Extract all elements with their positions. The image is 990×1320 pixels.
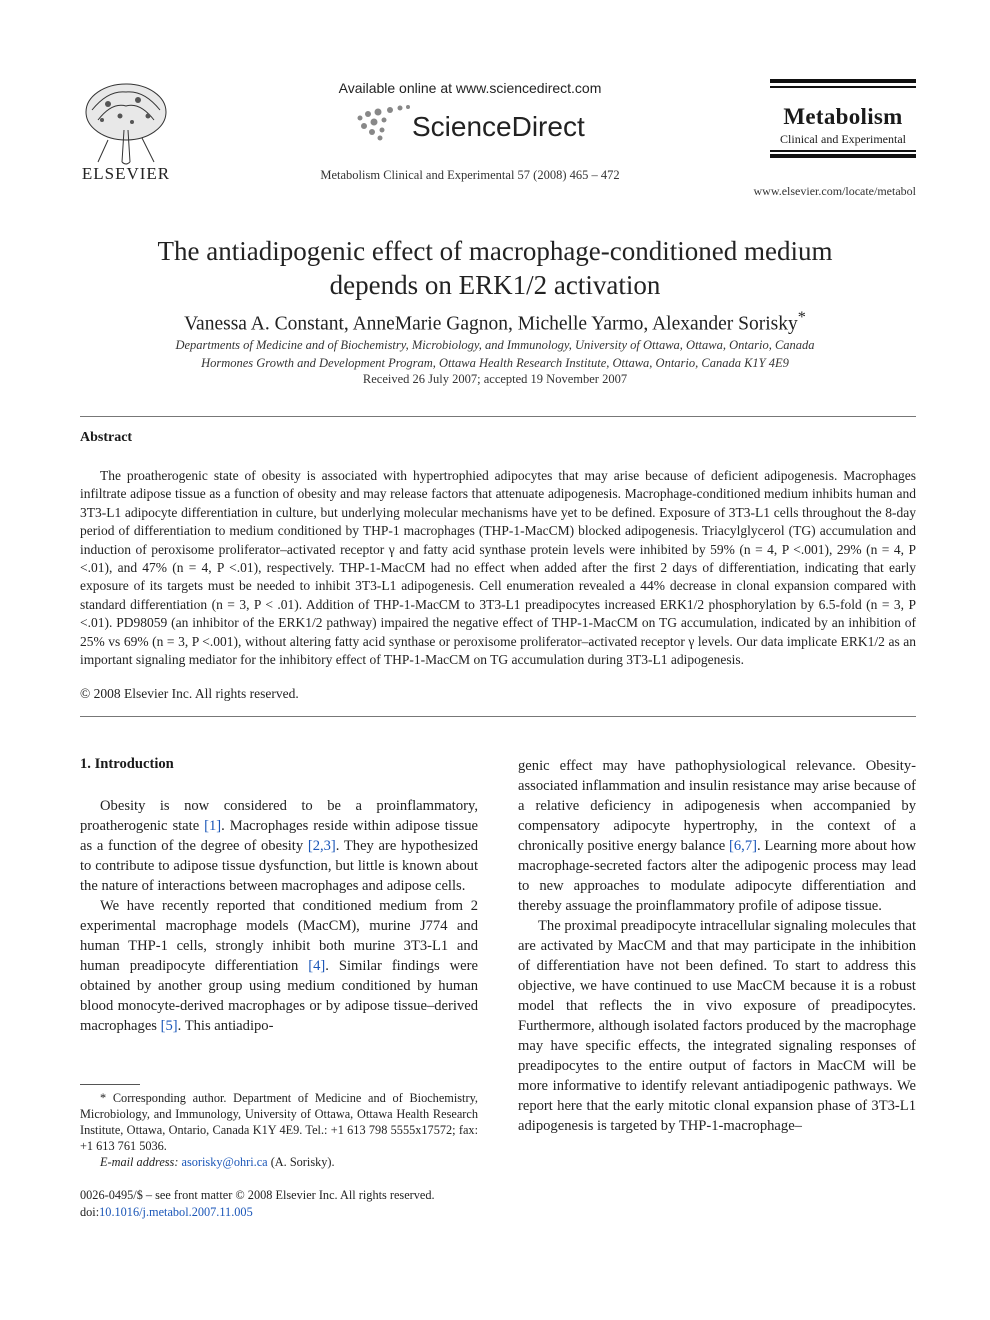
available-online-text: Available online at www.sciencedirect.com bbox=[338, 80, 602, 96]
right-column bbox=[518, 756, 916, 1136]
journal-subtitle: Clinical and Experimental bbox=[780, 132, 906, 146]
journal-badge-rule bbox=[770, 79, 916, 83]
footnote-rule bbox=[80, 1084, 140, 1085]
divider bbox=[80, 416, 916, 417]
text-run: We have recently reported that conditioned medium from 2 experimental macrophage models (MacCM), murine J774 and human THP-1 cells, strongly inhibit both murine 3T3-L1 and human preadipocyte differentiation bbox=[80, 898, 478, 974]
platform-name: ScienceDirect bbox=[412, 111, 585, 142]
sciencedirect-logo bbox=[352, 104, 592, 144]
author-list bbox=[100, 308, 890, 336]
title-line: The antiadipogenic effect of macrophage-conditioned medium bbox=[157, 236, 833, 266]
doi-line bbox=[80, 1204, 500, 1221]
email-suffix: (A. Sorisky). bbox=[267, 1155, 335, 1169]
journal-citation: Metabolism Clinical and Experimental 57 (2008) 465 – 472 bbox=[320, 168, 620, 182]
email-label: E-mail address: bbox=[100, 1155, 182, 1169]
text-run: . They are hypothesized to contribute to adipose tissue dysfunction, but little is known about the nature of interactions between macrophages and adipose cells. bbox=[80, 838, 478, 894]
body-paragraph bbox=[518, 756, 916, 916]
doi-label: doi: bbox=[80, 1205, 100, 1219]
text-run: . Learning more about how macrophage-secreted factors alter the adipogenic process may lead to new approaches to modulate adipocyte differentiation and thereby assuage the proinflammatory profile of adipose tissue. bbox=[518, 838, 916, 914]
text-run: . This antiadipo- bbox=[177, 1018, 274, 1034]
abstract-paragraph: The proatherogenic state of obesity is associated with hypertrophied adipocytes that may arise because of deficient adipogenesis. Macrophages infiltrate adipose tissue as a function of obesity and may release factors that attenuate adipogenesis. Macrophage-conditioned medium inhibits human and 3T3-L1 adipocyte differentiation in culture, but underlying molecular mechanisms have yet to be defined. Exposure of 3T3-L1 cells throughout the 8-day period of differentiation to medium conditioned by THP-1 macrophages (THP-1-MacCM) blocked adipogenesis. Triacylglycerol (TG) accumulation and induction of peroxisome proliferator–activated receptor γ and fatty acid synthase protein levels were inhibited by 59% (n = 4, P <.001), 29% (n = 4, P <.01), and 47% (n = 4, P <.01), respectively. THP-1-MacCM had no effect when added after the first 2 days of differentiation, indicating that early exposure of its targets must be needed to inhibit 3T3-L1 adipogenesis. Cell enumeration revealed a 44% decrease in clonal expansion compared with standard differentiation (n = 3, P < .01). Addition of THP-1-MacCM to 3T3-L1 preadipocytes increased ERK1/2 phosphorylation by 6.5-fold (n = 3, P <.01). PD98059 (an inhibitor of the ERK1/2 pathway) impaired the negative effect of THP-1-MacCM on TG accumulation, indicated by an inhibition of 25% vs 69% (n = 3, P <.001), without altering fatty acid synthase or peroxisome proliferator–activated receptor γ levels. Our data implicate ERK1/2 as an important signaling mediator for the inhibitory effect of THP-1-MacCM on TG accumulation during 3T3-L1 adipogenesis. bbox=[80, 468, 916, 668]
footnote bbox=[80, 1090, 478, 1170]
corresponding-author-mark[interactable]: * bbox=[797, 308, 806, 326]
journal-title: Metabolism bbox=[783, 104, 903, 129]
front-matter bbox=[80, 1187, 500, 1221]
citation-link[interactable]: [2,3] bbox=[307, 838, 336, 854]
abstract-copyright: © 2008 Elsevier Inc. All rights reserved. bbox=[80, 686, 299, 701]
divider bbox=[80, 716, 916, 717]
text-run: genic effect may have pathophysiological relevance. Obesity-associated inflammation and insulin resistance may arise because of a relative deficiency in adipogenesis when accompanied by compensatory adipocyte hypertrophy, in the context of a chronically positive energy balance bbox=[518, 758, 916, 854]
doi-link[interactable]: 10.1016/j.metabol.2007.11.005 bbox=[99, 1205, 253, 1219]
text-run: . Similar findings were obtained by another group using medium conditioned by human blood monocyte-derived macrophages or by adipose tissue–derived macrophages bbox=[80, 958, 478, 1034]
section-heading: 1. Introduction bbox=[80, 756, 174, 772]
received-dates: Received 26 July 2007; accepted 19 November 2007 bbox=[362, 372, 628, 386]
affiliation-line: Hormones Growth and Development Program, Ottawa Health Research Institute, Ottawa, Ontario, Canada K1Y 4E9 bbox=[201, 356, 789, 370]
citation-link[interactable]: [5] bbox=[160, 1018, 178, 1034]
text-run: Obesity is now considered to be a proinflammatory, proatherogenic state bbox=[80, 798, 478, 834]
body-paragraph bbox=[80, 896, 478, 1036]
journal-badge-rule bbox=[770, 150, 916, 152]
email-link[interactable]: asorisky@ohri.ca bbox=[181, 1155, 268, 1169]
body-paragraph bbox=[80, 796, 478, 896]
issn-line: 0026-0495/$ – see front matter © 2008 Elsevier Inc. All rights reserved. bbox=[80, 1188, 435, 1202]
citation-link[interactable]: [1] bbox=[204, 818, 222, 834]
body-paragraph: The proximal preadipocyte intracellular signaling molecules that are activated by MacCM and that may participate in the inhibition of differentiation have not been defined. To start to address this objective, we have continued to use MacCM because it is a robust model that reflects the in vivo exposure of preadipocytes. Furthermore, although isolated factors produced by the macrophage may have specific effects, the integrated signaling responses of preadipocytes to the entire output of factors in MacCM will be more informative to identify relevant antiadipogenic pathways. We report here that the early mitotic clonal expansion phase of 3T3-L1 adipogenesis is targeted by THP-1-macrophage– bbox=[518, 918, 916, 1134]
affiliation-line: Departments of Medicine and of Biochemistry, Microbiology, and Immunology, University of Ottawa, Ottawa, Ontario, Canada bbox=[175, 338, 815, 352]
title-line: depends on ERK1/2 activation bbox=[329, 270, 661, 300]
email-line bbox=[80, 1154, 478, 1170]
journal-url[interactable]: www.elsevier.com/locate/metabol bbox=[753, 184, 916, 198]
paper-title bbox=[100, 234, 890, 302]
affiliation bbox=[120, 336, 870, 372]
citation-link[interactable]: [4] bbox=[308, 958, 326, 974]
journal-badge-rule bbox=[770, 154, 916, 158]
abstract-heading: Abstract bbox=[80, 430, 133, 445]
citation-link[interactable]: [6,7] bbox=[729, 838, 757, 854]
journal-badge-rule bbox=[770, 86, 916, 88]
left-column bbox=[80, 796, 478, 1036]
text-run: . Macrophages reside within adipose tissue as a function of the degree of obesity bbox=[80, 818, 479, 854]
publisher-wordmark: ELSEVIER bbox=[81, 164, 171, 183]
authors-text: Vanessa A. Constant, AnneMarie Gagnon, Michelle Yarmo, Alexander Sorisky bbox=[184, 313, 798, 335]
abstract-body bbox=[80, 467, 916, 669]
corresponding-author-note: * Corresponding author. Department of Medicine and of Biochemistry, Microbiology, and Immunology, University of Ottawa, Ottawa Health Research Institute, Ottawa, Ontario, Canada K1Y 4E9. Tel.: +1 613 798 5555x17572; fax: +1 613 761 5036. bbox=[80, 1091, 478, 1153]
